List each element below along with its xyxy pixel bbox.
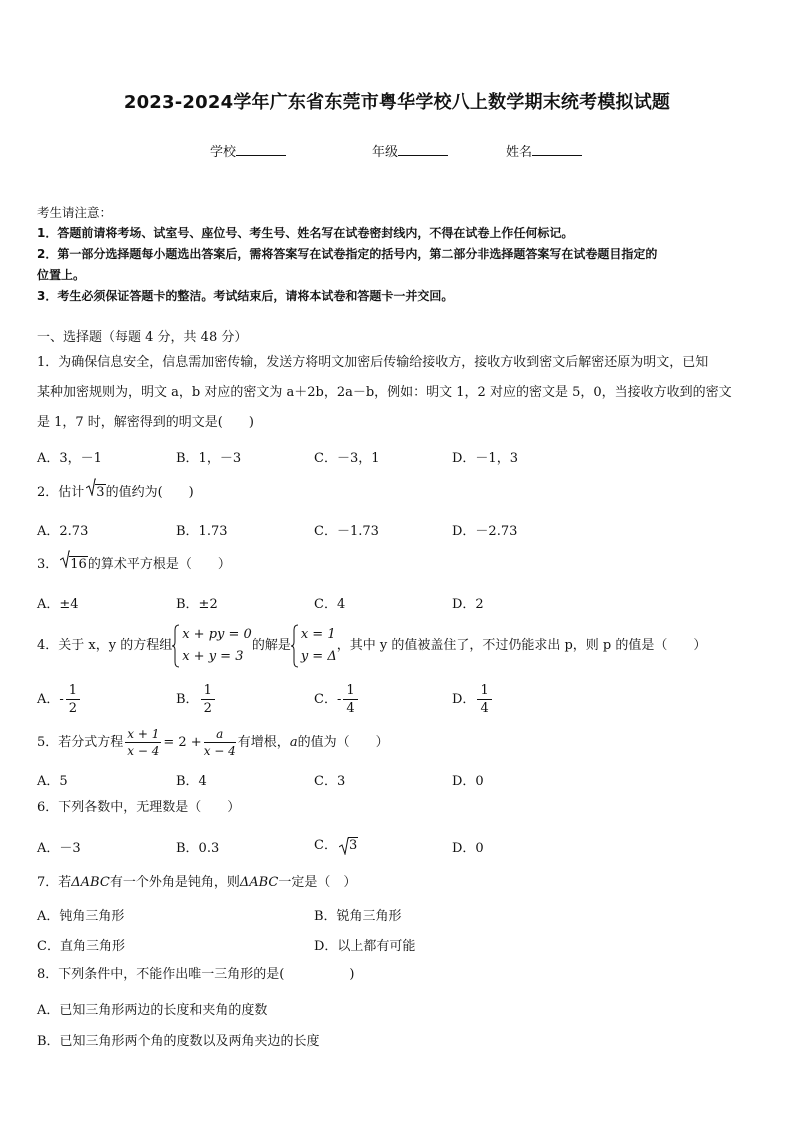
denominator: 2 — [68, 701, 78, 716]
q4-option-c[interactable] — [314, 682, 360, 717]
question-3-suffix: 的算术平方根是（ ） — [87, 557, 231, 572]
numerator: x + 1 — [127, 727, 160, 741]
school-label: 学校 — [210, 145, 237, 160]
q8-option-a[interactable]: A．已知三角形两边的长度和夹角的度数 — [37, 1003, 268, 1018]
notice-item-2-cont: 位置上。 — [37, 268, 86, 282]
question-7-mid: 有一个外角是钝角，则 — [109, 875, 240, 890]
q4-option-a[interactable] — [37, 682, 82, 717]
school-blank[interactable] — [236, 143, 286, 156]
grade-blank[interactable] — [398, 143, 448, 156]
sqrt-radicand: 16 — [70, 557, 87, 572]
q5-option-c[interactable]: C．3 — [314, 774, 346, 789]
rhs-fraction — [204, 728, 236, 757]
exam-notice — [37, 202, 759, 307]
q3-option-d[interactable]: D．2 — [452, 597, 484, 612]
sqrt-3 — [339, 837, 358, 854]
numerator: 1 — [66, 682, 80, 700]
q3-option-c[interactable]: C．4 — [314, 597, 346, 612]
denominator: x − 4 — [203, 744, 236, 758]
question-7-prefix: 7．若 — [37, 875, 72, 890]
exam-title: 2023-2024学年广东省东莞市粤华学校八上数学期末统考模拟试题 — [123, 92, 671, 113]
question-1-line-1: 1．为确保信息安全，信息需加密传输，发送方将明文加密后传输给接收方，接收方收到密文后解密还原为明文，已知 — [37, 355, 709, 370]
equals-two-plus: = 2 + — [163, 735, 202, 750]
question-1-line-3: 是 1，7 时，解密得到的明文是( ) — [37, 415, 254, 430]
denominator: 4 — [480, 701, 489, 716]
question-8: 8．下列条件中，不能作出唯一三角形的是( ) — [37, 967, 355, 982]
q2-option-c[interactable]: C．－1.73 — [314, 524, 379, 539]
lhs-fraction — [125, 728, 161, 757]
question-3-prefix: 3． — [37, 557, 59, 572]
triangle-abc: ΔABC — [239, 875, 279, 890]
sqrt-radicand: 3 — [96, 485, 105, 500]
solution-y: y = Δ — [300, 648, 337, 664]
q6-option-d[interactable]: D．0 — [452, 841, 484, 856]
question-5-prefix: 5．若分式方程 — [37, 735, 124, 750]
option-sign: - — [336, 692, 342, 707]
grade-field — [372, 141, 448, 160]
equation-2: x + y = 3 — [182, 648, 244, 664]
sqrt-16 — [60, 550, 88, 580]
q4-option-d[interactable] — [452, 682, 494, 717]
fraction — [343, 682, 357, 717]
q5-option-b[interactable]: B．4 — [176, 774, 207, 789]
q7-option-d[interactable]: D．以上都有可能 — [314, 939, 416, 954]
question-2-suffix: 的值约为( ) — [105, 485, 194, 500]
q2-option-d[interactable]: D．－2.73 — [452, 524, 518, 539]
equation-1: x + py = 0 — [182, 626, 252, 642]
option-label: D． — [452, 692, 476, 707]
name-field — [506, 141, 582, 160]
q1-option-b[interactable]: B．1，－3 — [176, 451, 242, 466]
notice-heading: 考生请注意： — [37, 205, 113, 220]
question-4-suffix: ，其中 y 的值被盖住了，不过仍能求出 p，则 p 的值是（ ） — [336, 638, 707, 653]
fraction — [477, 682, 491, 717]
q3-option-b[interactable]: B．±2 — [176, 597, 218, 612]
q7-option-c[interactable]: C．直角三角形 — [37, 939, 125, 954]
denominator: 2 — [203, 701, 212, 716]
question-1-line-2: 某种加密规则为，明文 a，b 对应的密文为 a＋2b，2a－b，例如：明文 1，2 对应的密文是 5，0，当接收方收到的密文 — [37, 385, 732, 400]
grade-label: 年级 — [372, 145, 399, 160]
fraction — [201, 682, 215, 717]
q7-option-b[interactable]: B．锐角三角形 — [314, 909, 402, 924]
name-label: 姓名 — [506, 145, 533, 160]
option-sign: - — [59, 692, 64, 707]
question-4-prefix: 4．关于 x，y 的方程组 — [37, 638, 173, 653]
notice-item-2: 2．第一部分选择题每小题选出答案后，需将答案写在试卷指定的括号内，第二部分非选择题答案写在试卷题目指定的 — [37, 247, 658, 261]
sqrt-radicand: 3 — [348, 838, 358, 853]
q5-option-d[interactable]: D．0 — [452, 774, 484, 789]
q1-option-a[interactable]: A．3，－1 — [37, 451, 102, 466]
question-7 — [37, 868, 759, 898]
option-label: C． — [314, 692, 337, 707]
question-5-mid: 有增根， — [237, 735, 290, 750]
section-heading: 一、选择题（每题 4 分，共 48 分） — [37, 330, 248, 345]
q4-option-b[interactable] — [176, 682, 217, 717]
denominator: 4 — [346, 701, 355, 716]
q6-option-b[interactable]: B．0.3 — [176, 841, 220, 856]
option-label: A． — [37, 692, 60, 707]
solution-x: x = 1 — [300, 626, 336, 642]
notice-item-1: 1．答题前请将考场、试室号、座位号、考生号、姓名写在试卷密封线内，不得在试卷上作任何标记。 — [37, 226, 574, 240]
q1-option-d[interactable]: D．－1，3 — [452, 451, 518, 466]
name-blank[interactable] — [532, 143, 582, 156]
q2-option-b[interactable]: B．1.73 — [176, 524, 228, 539]
q7-option-a[interactable]: A．钝角三角形 — [37, 909, 125, 924]
option-label: B． — [176, 692, 199, 707]
numerator: 1 — [477, 682, 491, 700]
q8-option-b[interactable]: B．已知三角形两个角的度数以及两角夹边的长度 — [37, 1034, 320, 1049]
question-4 — [37, 622, 759, 670]
q5-option-a[interactable]: A．5 — [37, 774, 68, 789]
solution-system — [291, 624, 337, 668]
q3-option-a[interactable]: A．±4 — [37, 597, 79, 612]
numerator: 1 — [343, 682, 357, 700]
sqrt-3 — [86, 478, 105, 508]
school-field — [210, 141, 286, 160]
question-3 — [37, 550, 759, 580]
question-2 — [37, 478, 759, 508]
notice-item-3: 3．考生必须保证答题卡的整洁。考试结束后，请将本试卷和答题卡一并交回。 — [37, 289, 454, 303]
question-6: 6．下列各数中，无理数是（ ） — [37, 800, 241, 815]
question-7-suffix: 一定是（ ） — [278, 875, 357, 890]
option-label: C． — [314, 838, 337, 853]
denominator: x − 4 — [127, 744, 160, 758]
equation-system — [172, 624, 252, 668]
question-1 — [37, 348, 759, 438]
numerator: a — [204, 728, 236, 743]
question-5 — [37, 724, 759, 762]
numerator: 1 — [201, 682, 215, 700]
q1-option-c[interactable]: C．－3，1 — [314, 451, 380, 466]
triangle-abc: ΔABC — [71, 875, 110, 890]
question-2-prefix: 2．估计 — [37, 485, 85, 500]
q6-option-a[interactable]: A．－3 — [37, 841, 81, 856]
fraction — [66, 682, 80, 717]
question-5-suffix: 的值为（ ） — [297, 735, 389, 750]
variable-a: a — [289, 735, 298, 750]
q2-option-a[interactable]: A．2.73 — [37, 524, 89, 539]
question-4-mid: 的解是 — [251, 638, 291, 653]
q6-option-c[interactable] — [314, 834, 358, 854]
